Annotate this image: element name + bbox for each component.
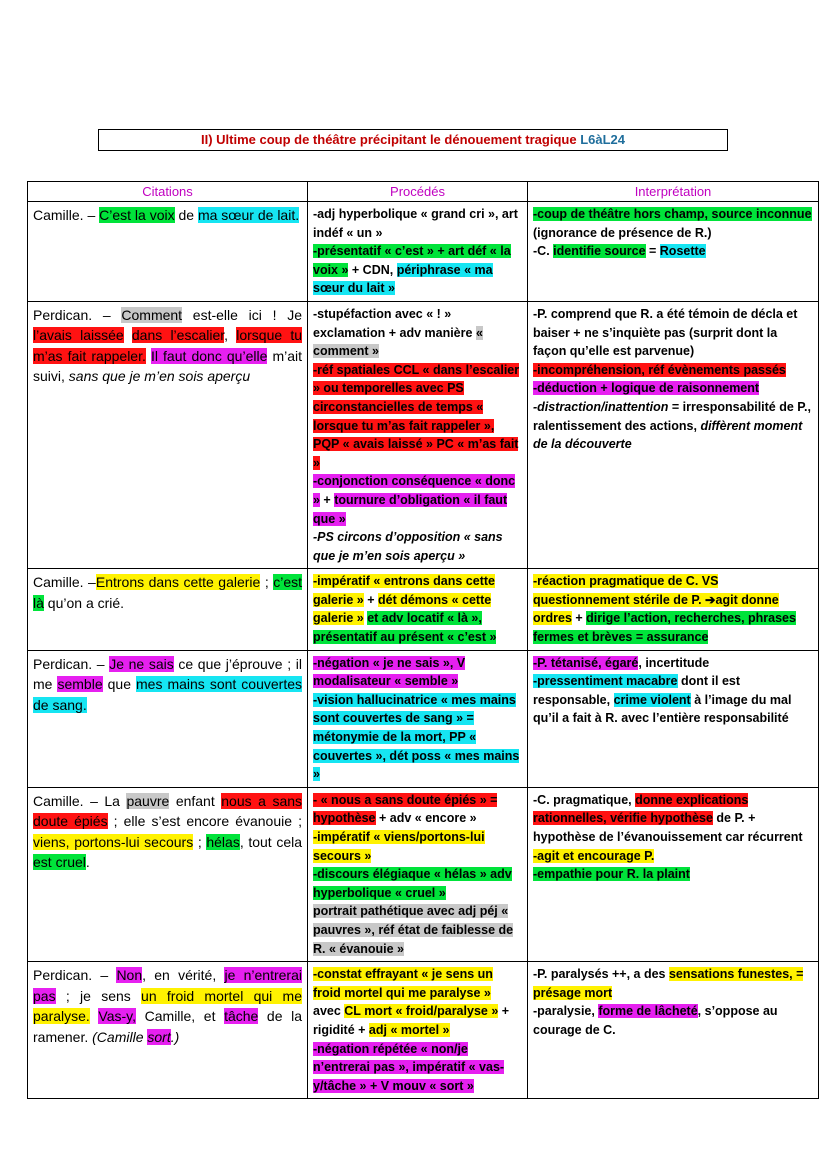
text-segment: + bbox=[319, 492, 335, 507]
procede-line bbox=[313, 965, 522, 1039]
table-row bbox=[28, 301, 819, 568]
citation-cell bbox=[28, 301, 308, 568]
text-segment: ce que j’éprouve ; il me bbox=[33, 655, 302, 693]
procede-line bbox=[313, 865, 522, 902]
highlighted-text: crime violent bbox=[613, 692, 691, 707]
header-citations: Citations bbox=[28, 182, 308, 202]
highlighted-text: nous a sans doute épiés bbox=[33, 792, 303, 830]
procede-line bbox=[313, 242, 522, 298]
highlighted-text: c’est là bbox=[33, 574, 303, 611]
highlighted-text: sort bbox=[147, 1028, 171, 1045]
citation-text bbox=[33, 305, 302, 387]
text-segment: . bbox=[85, 854, 90, 871]
highlighted-text: ma sœur de lait. bbox=[197, 207, 300, 223]
line-reference: L6àL24 bbox=[580, 132, 626, 147]
procede-line bbox=[313, 791, 522, 828]
citation-text bbox=[33, 572, 302, 613]
highlighted-text: -incompréhension, réf évènements passés bbox=[533, 362, 786, 377]
procedes-cell bbox=[308, 962, 528, 1099]
procede-line bbox=[313, 472, 522, 528]
highlighted-text: forme de lâcheté bbox=[598, 1004, 698, 1019]
text-segment: Camille. – La bbox=[33, 792, 127, 809]
interpretation-line bbox=[533, 672, 813, 728]
text-segment: -distraction/inattention bbox=[533, 399, 669, 414]
text-segment: Perdican. – bbox=[33, 306, 122, 323]
highlighted-text: dirige l’action, recherches, phrases fermes et brèves = assurance bbox=[533, 611, 796, 645]
table-row bbox=[28, 202, 819, 302]
highlighted-text: -coup de théâtre hors champ, source inconnue bbox=[533, 207, 812, 221]
highlighted-text: -réaction pragmatique de C. VS questionnement stérile de P. ➔agit donne ordres bbox=[533, 574, 779, 626]
text-segment: , bbox=[224, 327, 237, 344]
procede-line bbox=[313, 361, 522, 473]
highlighted-text: viens, portons-lui secours bbox=[33, 833, 194, 850]
highlighted-text: -négation répétée « non/je n’entrerai pas », impératif « vas-y/tâche » + V mouv « sort » bbox=[313, 1041, 505, 1093]
text-segment: de P. + hypothèse de l’évanouissement car récurrent bbox=[533, 811, 803, 844]
highlighted-text: Rosette bbox=[659, 244, 706, 259]
highlighted-text: identifie source bbox=[553, 244, 646, 259]
highlighted-text: C’est la voix bbox=[99, 207, 175, 223]
interpretation-line bbox=[533, 1002, 813, 1039]
highlighted-text: semble bbox=[57, 676, 103, 693]
interpretation-line bbox=[533, 847, 813, 866]
interpretation-line bbox=[533, 572, 813, 646]
procedes-cell bbox=[308, 787, 528, 961]
highlighted-text: -constat effrayant « je sens un froid mortel qui me paralyse » bbox=[313, 967, 493, 1000]
citation-text bbox=[33, 791, 302, 873]
text-segment: ; bbox=[193, 833, 207, 850]
interpretation-cell bbox=[528, 202, 819, 302]
text-segment: Camille. – bbox=[33, 574, 96, 591]
header-procedes: Procédés bbox=[308, 182, 528, 202]
text-segment: Camille, et bbox=[136, 1008, 225, 1025]
interpretation-cell bbox=[528, 650, 819, 787]
procede-line bbox=[313, 572, 522, 646]
text-segment: Perdican. – bbox=[33, 967, 117, 984]
interpretation-line bbox=[533, 654, 813, 673]
interpretation-cell bbox=[528, 962, 819, 1099]
text-segment: + bbox=[571, 611, 587, 626]
highlighted-text: « comment » bbox=[313, 325, 483, 359]
citation-cell bbox=[28, 202, 308, 302]
text-segment: ; je sens bbox=[55, 987, 142, 1004]
text-segment: à l’image du mal qu’il a fait à R. avec l’entière responsabilité bbox=[533, 692, 792, 726]
text-segment: exclamation + adv manière bbox=[313, 325, 476, 340]
highlighted-text: -impératif « entrons dans cette galerie » bbox=[313, 574, 495, 607]
highlighted-text: -empathie pour R. la plaint bbox=[533, 867, 690, 882]
highlighted-text: mes mains sont couvertes de sang. bbox=[33, 676, 302, 713]
highlighted-text: CL mort « froid/paralyse » bbox=[344, 1004, 499, 1019]
procede-line bbox=[313, 205, 522, 242]
text-segment: de bbox=[174, 207, 198, 223]
highlighted-text: et adv locatif « là », présentatif au présent « c’est » bbox=[313, 611, 497, 645]
highlighted-text: Entrons dans cette galerie bbox=[95, 574, 261, 591]
interpretation-line bbox=[533, 242, 813, 261]
text-segment: -C. pragmatique, bbox=[533, 792, 636, 807]
text-segment: (Camille bbox=[92, 1028, 148, 1045]
table-row bbox=[28, 569, 819, 650]
highlighted-text: hélas bbox=[206, 833, 240, 850]
text-segment: enfant bbox=[169, 792, 222, 809]
highlighted-text: -pressentiment macabre bbox=[533, 674, 678, 689]
text-segment: de la ramener. bbox=[33, 1008, 302, 1045]
highlighted-text: -présentatif « c’est » + art déf « la voix » bbox=[313, 244, 511, 277]
highlighted-text: -agit et encourage P. bbox=[533, 848, 655, 863]
text-segment: (ignorance de présence de R.) bbox=[533, 225, 712, 240]
highlighted-text: Vas-y, bbox=[98, 1008, 137, 1025]
highlighted-text: -impératif « viens/portons-lui secours » bbox=[313, 830, 485, 863]
section-title bbox=[98, 129, 728, 151]
text-segment: -C. bbox=[533, 244, 554, 259]
highlighted-text: l’avais laissée bbox=[33, 327, 124, 344]
text-segment: dont il est responsable, bbox=[533, 674, 741, 707]
procede-line bbox=[313, 654, 522, 691]
highlighted-text: tournure d’obligation « il faut que » bbox=[313, 492, 508, 526]
text-segment: -P. paralysés ++, a des bbox=[533, 967, 669, 982]
highlighted-text: périphrase « ma sœur du lait » bbox=[313, 262, 493, 296]
text-segment: est-elle ici ! Je bbox=[182, 306, 302, 323]
header-interpretation: Interprétation bbox=[528, 182, 819, 202]
procede-line bbox=[313, 691, 522, 784]
procede-line bbox=[313, 324, 522, 361]
interpretation-cell bbox=[528, 787, 819, 961]
citation-text bbox=[33, 654, 302, 716]
citation-cell bbox=[28, 650, 308, 787]
highlighted-text: adj « mortel » bbox=[368, 1022, 450, 1037]
text-segment: Perdican. – bbox=[33, 655, 110, 672]
text-segment: ; elle s’est encore évanouie ; bbox=[107, 813, 302, 830]
table-row bbox=[28, 962, 819, 1099]
header-row bbox=[28, 182, 819, 202]
interpretation-line bbox=[533, 965, 813, 1002]
highlighted-text: tâche bbox=[224, 1008, 259, 1025]
interpretation-line bbox=[533, 791, 813, 847]
interpretation-cell bbox=[528, 569, 819, 650]
highlighted-text: portrait pathétique avec adj péj « pauvres », réf état de faiblesse de R. « évanouie » bbox=[313, 904, 514, 956]
highlighted-text: -discours élégiaque « hélas » adv hyperbolique « cruel » bbox=[313, 867, 512, 900]
procede-line bbox=[313, 528, 522, 565]
procede-line bbox=[313, 1040, 522, 1096]
analysis-table bbox=[27, 181, 819, 1099]
text-segment: Camille. – bbox=[33, 207, 100, 223]
highlighted-text: donne explications rationnelles, vérifie hypothèse bbox=[533, 792, 749, 826]
text-segment: -P. comprend que R. a été témoin de décla et baiser + ne s’inquiète pas (surprit dont la façon qu’elle est parvenue) bbox=[533, 306, 798, 359]
text-segment: = bbox=[645, 244, 660, 259]
highlighted-text: -réf spatiales CCL « dans l’escalier » ou temporelles avec PS circonstancielles de temps « lorsque tu m’as fait rappeler », PQP « avais laissé » PC « m’as fait » bbox=[313, 362, 520, 470]
text-segment: que bbox=[102, 676, 136, 693]
table-row bbox=[28, 787, 819, 961]
procedes-cell bbox=[308, 202, 528, 302]
citation-text bbox=[33, 205, 302, 226]
highlighted-text: Il faut donc qu’elle bbox=[150, 347, 268, 364]
procede-line bbox=[313, 902, 522, 958]
highlighted-text: lorsque tu m’as fait rappeler. bbox=[33, 327, 303, 364]
highlighted-text: - « nous a sans doute épiés » = hypothèse bbox=[313, 792, 498, 826]
highlighted-text: est cruel bbox=[33, 854, 86, 871]
highlighted-text: -P. tétanisé, égaré bbox=[533, 655, 639, 670]
highlighted-text: Je ne sais bbox=[109, 655, 174, 672]
highlighted-text: dét démons « cette galerie » bbox=[313, 592, 492, 626]
highlighted-text: sensations funestes, = présage mort bbox=[533, 967, 804, 1000]
citation-text bbox=[33, 965, 302, 1047]
highlighted-text: -négation « je ne sais », V modalisateur « semble » bbox=[313, 655, 466, 689]
text-segment: + rigidité + bbox=[313, 1004, 510, 1037]
highlighted-text: dans l’escalier bbox=[131, 327, 225, 344]
text-segment: -paralysie, bbox=[533, 1004, 599, 1019]
text-segment: .) bbox=[170, 1028, 180, 1045]
procedes-cell bbox=[308, 301, 528, 568]
text-segment: + bbox=[363, 592, 378, 607]
text-segment: , tout cela bbox=[239, 833, 302, 850]
interpretation-line bbox=[533, 865, 813, 884]
text-segment: diffèrent moment de la découverte bbox=[533, 418, 803, 452]
interpretation-line bbox=[533, 205, 813, 242]
highlighted-text: pauvre bbox=[126, 792, 170, 809]
citation-cell bbox=[28, 787, 308, 961]
text-segment: m’ait suivi, bbox=[33, 347, 303, 385]
interpretation-cell bbox=[528, 301, 819, 568]
text-segment: avec bbox=[313, 1004, 345, 1019]
highlighted-text: -vision hallucinatrice « mes mains sont couvertes de sang » = métonymie de la mort, PP « couvertes », dét poss « mes mains » bbox=[313, 692, 520, 782]
highlighted-text: -déduction + logique de raisonnement bbox=[533, 381, 760, 396]
citation-cell bbox=[28, 962, 308, 1099]
citation-cell bbox=[28, 569, 308, 650]
procede-line bbox=[313, 828, 522, 865]
text-segment: , en vérité, bbox=[142, 967, 225, 984]
procedes-cell bbox=[308, 650, 528, 787]
interpretation-line bbox=[533, 305, 813, 361]
interpretation-line bbox=[533, 361, 813, 380]
text-segment: , incertitude bbox=[638, 655, 710, 670]
text-segment: -adj hyperbolique « grand cri », art indéf « un » bbox=[313, 207, 518, 240]
text-segment bbox=[124, 327, 132, 343]
text-segment: sans que je m’en sois aperçu bbox=[68, 368, 251, 385]
procede-line bbox=[313, 305, 522, 324]
interpretation-line bbox=[533, 398, 813, 454]
text-segment: -stupéfaction avec « ! » bbox=[313, 306, 452, 321]
highlighted-text: Non bbox=[116, 967, 143, 984]
section-title-text: II) Ultime coup de théâtre précipitant le dénouement tragique bbox=[200, 132, 577, 147]
highlighted-text: Comment bbox=[121, 306, 183, 323]
table-row bbox=[28, 650, 819, 787]
text-segment: = irresponsabilité de P., ralentissement des actions, bbox=[533, 399, 811, 433]
text-segment: ; bbox=[260, 574, 274, 591]
text-segment: qu’on a crié. bbox=[43, 594, 125, 611]
interpretation-line bbox=[533, 379, 813, 398]
highlighted-text: je n’entrerai pas bbox=[33, 967, 302, 1004]
text-segment: , s’oppose au courage de C. bbox=[533, 1004, 778, 1037]
text-segment: + CDN, bbox=[348, 262, 397, 277]
procedes-cell bbox=[308, 569, 528, 650]
highlighted-text: un froid mortel qui me paralyse. bbox=[33, 987, 302, 1025]
text-segment: + adv « encore » bbox=[375, 811, 477, 826]
text-segment: -PS circons d’opposition « sans que je m’en sois aperçu » bbox=[313, 530, 503, 563]
highlighted-text: -conjonction conséquence « donc » bbox=[313, 474, 516, 507]
